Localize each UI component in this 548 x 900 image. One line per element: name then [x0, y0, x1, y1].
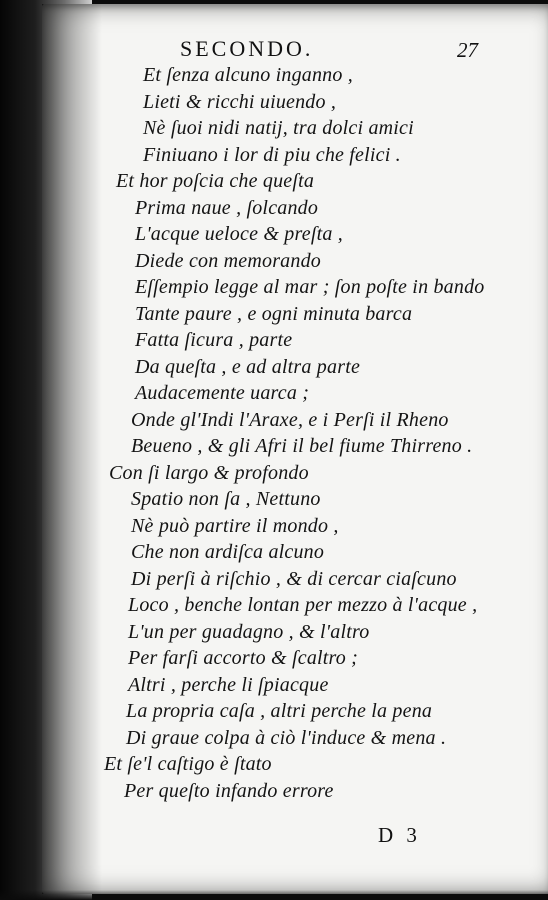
verse-line: Prima naue , ſolcando	[135, 196, 319, 219]
verse-line: L'un per guadagno , & l'altro	[128, 620, 370, 643]
verse-line: Nè ſuoi nidi natij, tra dolci amici	[143, 117, 414, 139]
verse-line: Audacemente uarca ;	[135, 382, 310, 404]
verse-line: Et ſenza alcuno inganno ,	[143, 64, 353, 86]
verse-line: Nè può partire il mondo ,	[131, 514, 339, 537]
verse-line: Eſſempio legge al mar ; ſon poſte in bando	[135, 276, 485, 298]
verse-line: Beueno , & gli Afri il bel fiume Thirreno .	[131, 435, 473, 457]
verse-line: Tante paure , e ogni minuta barca	[135, 302, 413, 325]
verse-line: Fatta ſicura , parte	[135, 329, 293, 351]
signature-mark: D 3	[378, 823, 421, 847]
running-head: SECONDO.	[180, 36, 314, 61]
verse-line: Altri , perche li ſpiacque	[128, 673, 329, 696]
verse-line: L'acque ueloce & preſta ,	[135, 223, 343, 245]
poem-verse-block	[0, 62, 548, 804]
verse-line: Di graue colpa à ciò l'induce & mena .	[126, 726, 447, 749]
verse-line: Loco , benche lontan per mezzo à l'acque ,	[128, 594, 478, 616]
verse-line: Et ſe'l caſtigo è ſtato	[104, 753, 272, 775]
verse-line: Per farſi accorto & ſcaltro ;	[128, 647, 359, 669]
verse-line: Spatio non ſa , Nettuno	[131, 488, 321, 510]
verse-line: Onde gl'Indi l'Araxe, e i Perſi il Rheno	[131, 408, 449, 431]
verse-line: Da queſta , e ad altra parte	[135, 355, 361, 378]
verse-line: Et hor poſcia che queſta	[116, 170, 315, 192]
verse-line: Per queſto infando errore	[124, 779, 334, 802]
bottom-shadow	[0, 890, 548, 900]
verse-line: Che non ardiſca alcuno	[131, 541, 325, 563]
verse-line: Finiuano i lor di piu che felici .	[143, 143, 401, 166]
verse-line: Diede con memorando	[135, 249, 321, 272]
page-number: 27	[457, 38, 478, 62]
verse-line: Di perſi à riſchio , & di cercar ciaſcuno	[131, 567, 457, 590]
verse-line: Lieti & ricchi uiuendo ,	[143, 90, 337, 113]
verse-line: La propria caſa , altri perche la pena	[126, 700, 433, 722]
verse-line: Con ſi largo & profondo	[109, 461, 309, 484]
